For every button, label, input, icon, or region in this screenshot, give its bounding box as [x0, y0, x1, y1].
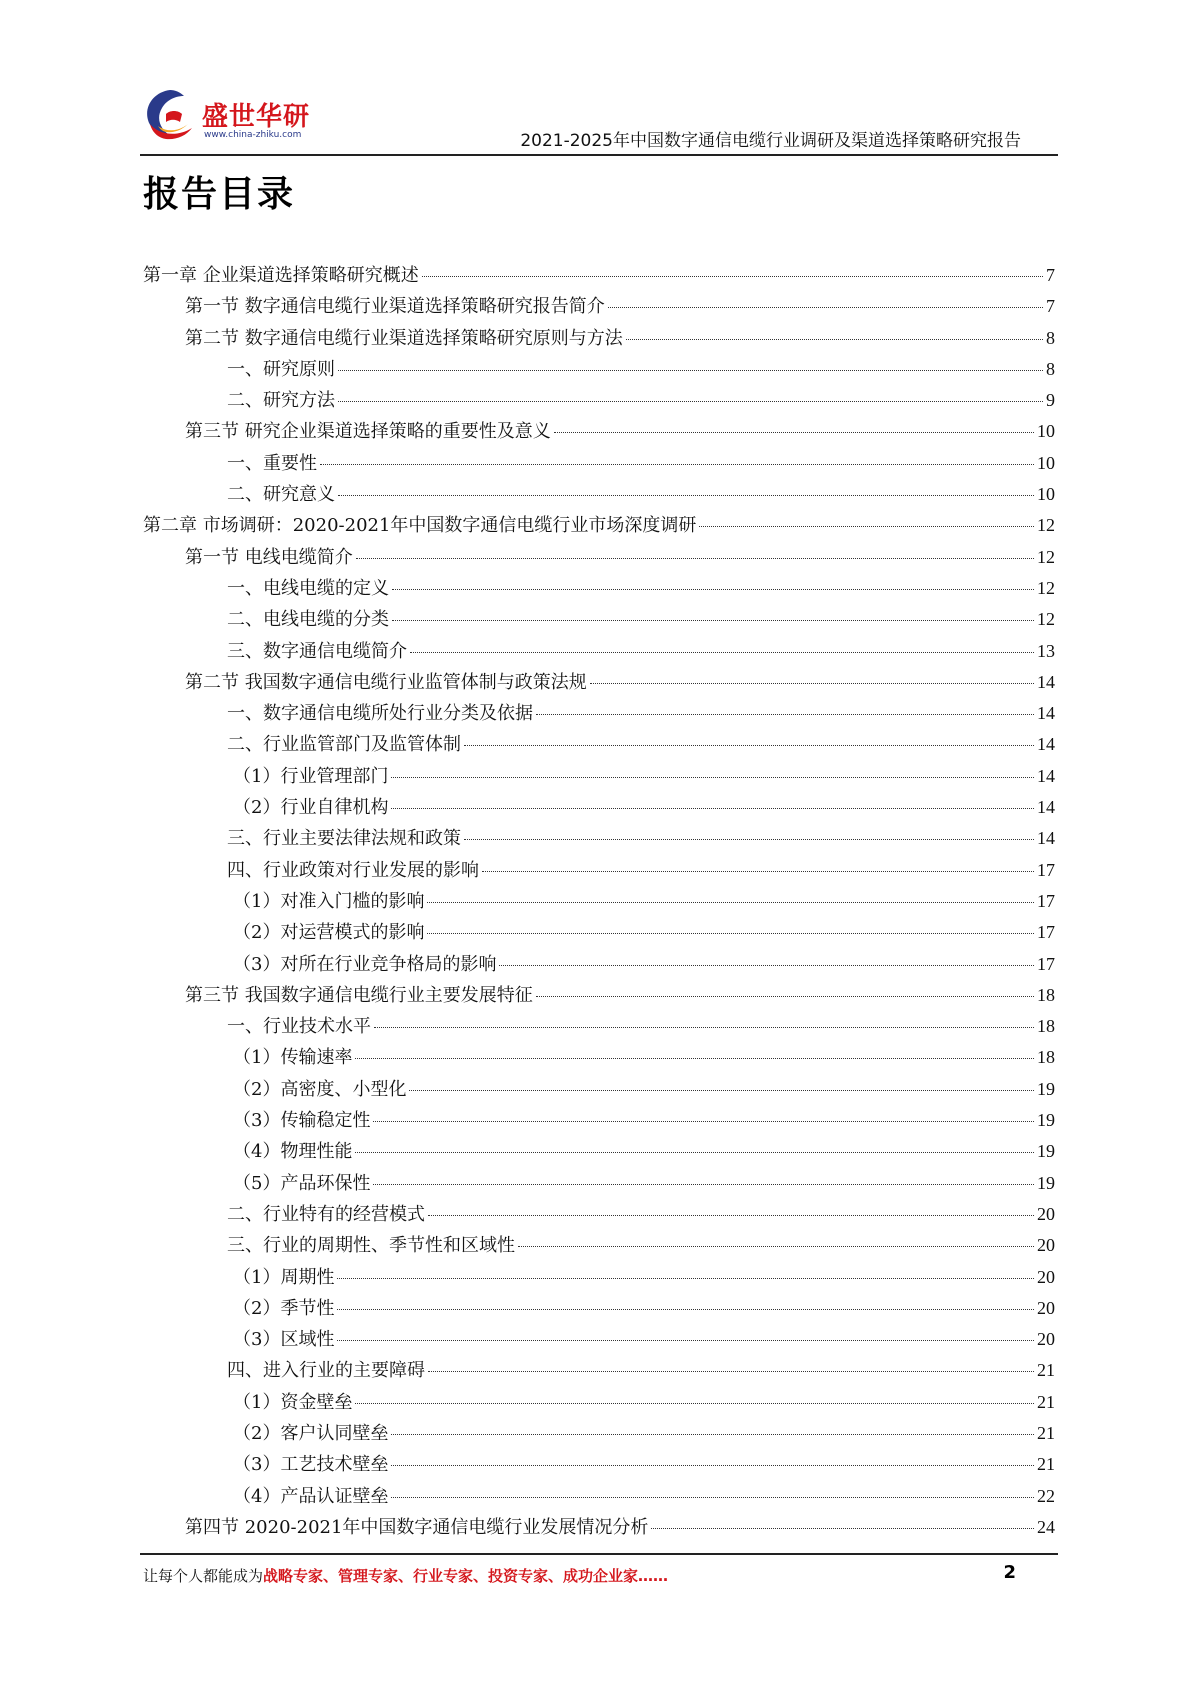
toc-dot-leader — [337, 1309, 1034, 1310]
toc-entry[interactable] — [143, 1105, 1055, 1136]
toc-entry-page: 13 — [1037, 640, 1055, 661]
toc-entry-page: 12 — [1037, 577, 1055, 598]
toc-entry[interactable] — [143, 792, 1055, 823]
toc-entry-page: 18 — [1037, 1047, 1055, 1068]
footer-slogan-highlight: 战略专家、管理专家、行业专家、投资专家、成功企业家…… — [263, 1567, 669, 1585]
toc-entry-page: 21 — [1037, 1360, 1055, 1381]
toc-entry[interactable] — [143, 260, 1055, 291]
toc-dot-leader — [590, 683, 1034, 684]
toc-dot-leader — [374, 1027, 1034, 1028]
toc-entry-page: 24 — [1037, 1516, 1055, 1537]
toc-entry-page: 19 — [1037, 1078, 1055, 1099]
toc-entry-page: 12 — [1037, 515, 1055, 536]
logo-name: 盛世华研 — [202, 102, 311, 132]
toc-entry-page: 14 — [1037, 734, 1055, 755]
toc-dot-leader — [608, 307, 1043, 308]
report-title: 2021-2025年中国数字通信电缆行业调研及渠道选择策略研究报告 — [520, 131, 1021, 151]
toc-entry[interactable] — [143, 917, 1055, 948]
toc-entry[interactable] — [143, 1512, 1055, 1543]
toc-entry-label: 三、行业的周期性、季节性和区域性 — [227, 1235, 515, 1257]
toc-entry[interactable] — [143, 761, 1055, 792]
toc-entry[interactable] — [143, 1418, 1055, 1449]
page-title: 报告目录 — [143, 174, 296, 215]
toc-dot-leader — [337, 1340, 1034, 1341]
toc-dot-leader — [373, 1184, 1034, 1185]
toc-entry-label: （2）季节性 — [233, 1297, 335, 1319]
toc-entry-label: 一、重要性 — [227, 452, 317, 474]
toc-entry[interactable] — [143, 416, 1055, 447]
toc-dot-leader — [427, 933, 1034, 934]
toc-entry[interactable] — [143, 1199, 1055, 1230]
toc-entry-label: （2）对运营模式的影响 — [233, 922, 425, 944]
toc-entry-label: 第一节 电线电缆简介 — [185, 546, 353, 568]
toc-dot-leader — [464, 745, 1034, 746]
toc-entry-page: 20 — [1037, 1329, 1055, 1350]
toc-entry-page: 14 — [1037, 765, 1055, 786]
toc-entry-page: 12 — [1037, 609, 1055, 630]
toc-dot-leader — [536, 714, 1034, 715]
table-of-contents — [143, 260, 1055, 1543]
toc-entry[interactable] — [143, 291, 1055, 322]
toc-dot-leader — [536, 996, 1034, 997]
toc-dot-leader — [428, 1371, 1034, 1372]
toc-entry-page: 17 — [1037, 953, 1055, 974]
toc-entry-label: 第三节 我国数字通信电缆行业主要发展特征 — [185, 984, 533, 1006]
footer-slogan — [143, 1565, 668, 1586]
toc-entry-label: 第二章 市场调研：2020-2021年中国数字通信电缆行业市场深度调研 — [143, 515, 697, 537]
toc-dot-leader — [391, 777, 1034, 778]
toc-entry-page: 20 — [1037, 1235, 1055, 1256]
toc-dot-leader — [422, 276, 1043, 277]
toc-entry[interactable] — [143, 542, 1055, 573]
toc-entry-page: 10 — [1037, 484, 1055, 505]
toc-entry-page: 14 — [1037, 797, 1055, 818]
toc-entry-label: （3）对所在行业竞争格局的影响 — [233, 953, 497, 975]
toc-entry-page: 21 — [1037, 1391, 1055, 1412]
toc-entry-label: （3）区域性 — [233, 1329, 335, 1351]
page-header — [0, 0, 1191, 160]
toc-entry-label: （2）高密度、小型化 — [233, 1078, 407, 1100]
toc-dot-leader — [338, 401, 1043, 402]
toc-entry-page: 17 — [1037, 859, 1055, 880]
toc-entry-label: 一、电线电缆的定义 — [227, 577, 389, 599]
toc-entry[interactable] — [143, 636, 1055, 667]
toc-entry[interactable] — [143, 1481, 1055, 1512]
toc-dot-leader — [338, 495, 1034, 496]
toc-dot-leader — [355, 1152, 1034, 1153]
toc-entry-label: 四、行业政策对行业发展的影响 — [227, 859, 479, 881]
footer-slogan-prefix: 让每个人都能成为 — [143, 1567, 264, 1585]
toc-entry[interactable] — [143, 1042, 1055, 1073]
toc-entry-page: 21 — [1037, 1454, 1055, 1475]
toc-entry-label: （4）物理性能 — [233, 1141, 353, 1163]
toc-dot-leader — [355, 1058, 1034, 1059]
toc-entry-label: 第一节 数字通信电缆行业渠道选择策略研究报告简介 — [185, 296, 605, 318]
toc-entry-label: 二、研究方法 — [227, 390, 335, 412]
toc-entry-page: 22 — [1037, 1485, 1055, 1506]
toc-entry[interactable] — [143, 448, 1055, 479]
toc-entry[interactable] — [143, 980, 1055, 1011]
toc-entry[interactable] — [143, 1387, 1055, 1418]
toc-entry-label: （1）资金壁垒 — [233, 1391, 353, 1413]
toc-entry-page: 20 — [1037, 1203, 1055, 1224]
toc-entry-label: 二、研究意义 — [227, 484, 335, 506]
toc-entry-label: 二、行业特有的经营模式 — [227, 1203, 425, 1225]
toc-entry[interactable] — [143, 855, 1055, 886]
toc-dot-leader — [427, 902, 1034, 903]
footer-divider — [140, 1553, 1058, 1555]
toc-entry-label: 第二节 我国数字通信电缆行业监管体制与政策法规 — [185, 671, 587, 693]
toc-dot-leader — [391, 808, 1034, 809]
toc-entry[interactable] — [143, 886, 1055, 917]
toc-dot-leader — [464, 839, 1034, 840]
company-logo — [140, 80, 310, 150]
toc-dot-leader — [320, 464, 1034, 465]
toc-entry-label: （1）周期性 — [233, 1266, 335, 1288]
toc-entry-page: 20 — [1037, 1266, 1055, 1287]
toc-entry[interactable] — [143, 1168, 1055, 1199]
toc-entry-label: （1）传输速率 — [233, 1047, 353, 1069]
toc-entry-label: （3）传输稳定性 — [233, 1110, 371, 1132]
toc-entry-page: 19 — [1037, 1141, 1055, 1162]
toc-entry[interactable] — [143, 479, 1055, 510]
toc-entry-label: 四、进入行业的主要障碍 — [227, 1360, 425, 1382]
toc-entry-page: 21 — [1037, 1422, 1055, 1443]
toc-entry-label: （2）客户认同壁垒 — [233, 1422, 389, 1444]
toc-dot-leader — [554, 432, 1034, 433]
toc-entry-page: 14 — [1037, 671, 1055, 692]
toc-entry-label: 第四节 2020-2021年中国数字通信电缆行业发展情况分析 — [185, 1516, 649, 1538]
toc-entry-page: 7 — [1046, 296, 1055, 317]
toc-entry[interactable] — [143, 604, 1055, 635]
toc-entry-page: 17 — [1037, 922, 1055, 943]
toc-entry-label: 三、数字通信电缆简介 — [227, 640, 407, 662]
toc-entry-label: 二、行业监管部门及监管体制 — [227, 734, 461, 756]
toc-entry[interactable] — [143, 354, 1055, 385]
toc-entry[interactable] — [143, 949, 1055, 980]
toc-dot-leader — [355, 1403, 1034, 1404]
toc-dot-leader — [626, 339, 1043, 340]
toc-dot-leader — [410, 652, 1034, 653]
toc-dot-leader — [409, 1090, 1034, 1091]
toc-entry-page: 8 — [1046, 327, 1055, 348]
toc-entry[interactable] — [143, 698, 1055, 729]
toc-dot-leader — [651, 1528, 1034, 1529]
toc-dot-leader — [699, 526, 1034, 527]
page-number: 2 — [1003, 1562, 1016, 1583]
toc-entry-label: （4）产品认证壁垒 — [233, 1485, 389, 1507]
toc-entry-label: 第三节 研究企业渠道选择策略的重要性及意义 — [185, 421, 551, 443]
toc-dot-leader — [356, 558, 1034, 559]
toc-entry-page: 19 — [1037, 1110, 1055, 1131]
toc-entry[interactable] — [143, 510, 1055, 541]
toc-entry-page: 9 — [1046, 390, 1055, 411]
toc-entry-label: （2）行业自律机构 — [233, 797, 389, 819]
toc-entry-page: 19 — [1037, 1172, 1055, 1193]
logo-emblem-icon — [140, 84, 200, 144]
toc-entry-page: 10 — [1037, 452, 1055, 473]
toc-entry-page: 17 — [1037, 890, 1055, 911]
toc-entry-label: （5）产品环保性 — [233, 1172, 371, 1194]
toc-entry[interactable] — [143, 823, 1055, 854]
toc-dot-leader — [428, 1215, 1034, 1216]
toc-dot-leader — [391, 1497, 1034, 1498]
toc-entry-page: 7 — [1046, 265, 1055, 285]
toc-dot-leader — [499, 965, 1034, 966]
toc-entry-label: 一、行业技术水平 — [227, 1016, 371, 1038]
toc-entry-label: （3）工艺技术壁垒 — [233, 1454, 389, 1476]
toc-dot-leader — [392, 620, 1034, 621]
toc-entry-label: 一、研究原则 — [227, 358, 335, 380]
toc-entry-page: 8 — [1046, 358, 1055, 379]
toc-entry[interactable] — [143, 667, 1055, 698]
toc-entry-label: 一、数字通信电缆所处行业分类及依据 — [227, 703, 533, 725]
toc-entry[interactable] — [143, 1293, 1055, 1324]
toc-entry[interactable] — [143, 323, 1055, 354]
toc-entry-label: 三、行业主要法律法规和政策 — [227, 828, 461, 850]
toc-entry[interactable] — [143, 1262, 1055, 1293]
toc-entry-label: 二、电线电缆的分类 — [227, 609, 389, 631]
toc-entry-page: 18 — [1037, 1016, 1055, 1037]
toc-entry-page: 12 — [1037, 546, 1055, 567]
toc-dot-leader — [338, 370, 1043, 371]
toc-dot-leader — [518, 1246, 1034, 1247]
toc-entry-page: 20 — [1037, 1297, 1055, 1318]
toc-entry[interactable] — [143, 729, 1055, 760]
toc-entry[interactable] — [143, 1011, 1055, 1042]
toc-entry[interactable] — [143, 1136, 1055, 1167]
toc-dot-leader — [482, 871, 1034, 872]
toc-entry-label: 第二节 数字通信电缆行业渠道选择策略研究原则与方法 — [185, 327, 623, 349]
toc-dot-leader — [391, 1465, 1034, 1466]
toc-entry-label: 第一章 企业渠道选择策略研究概述 — [143, 265, 419, 286]
toc-entry[interactable] — [143, 573, 1055, 604]
toc-entry-label: （1）行业管理部门 — [233, 765, 389, 787]
toc-dot-leader — [373, 1121, 1034, 1122]
toc-dot-leader — [337, 1278, 1034, 1279]
toc-entry-page: 14 — [1037, 828, 1055, 849]
toc-dot-leader — [391, 1434, 1034, 1435]
toc-entry-page: 14 — [1037, 703, 1055, 724]
toc-entry[interactable] — [143, 1230, 1055, 1261]
logo-url: www.china-zhiku.com — [204, 130, 302, 140]
toc-dot-leader — [392, 589, 1034, 590]
header-divider — [140, 154, 1058, 156]
toc-entry[interactable] — [143, 385, 1055, 416]
toc-entry[interactable] — [143, 1324, 1055, 1355]
toc-entry[interactable] — [143, 1355, 1055, 1386]
toc-entry-page: 18 — [1037, 984, 1055, 1005]
toc-entry[interactable] — [143, 1449, 1055, 1480]
toc-entry-label: （1）对准入门槛的影响 — [233, 890, 425, 912]
toc-entry-page: 10 — [1037, 421, 1055, 442]
toc-entry[interactable] — [143, 1074, 1055, 1105]
